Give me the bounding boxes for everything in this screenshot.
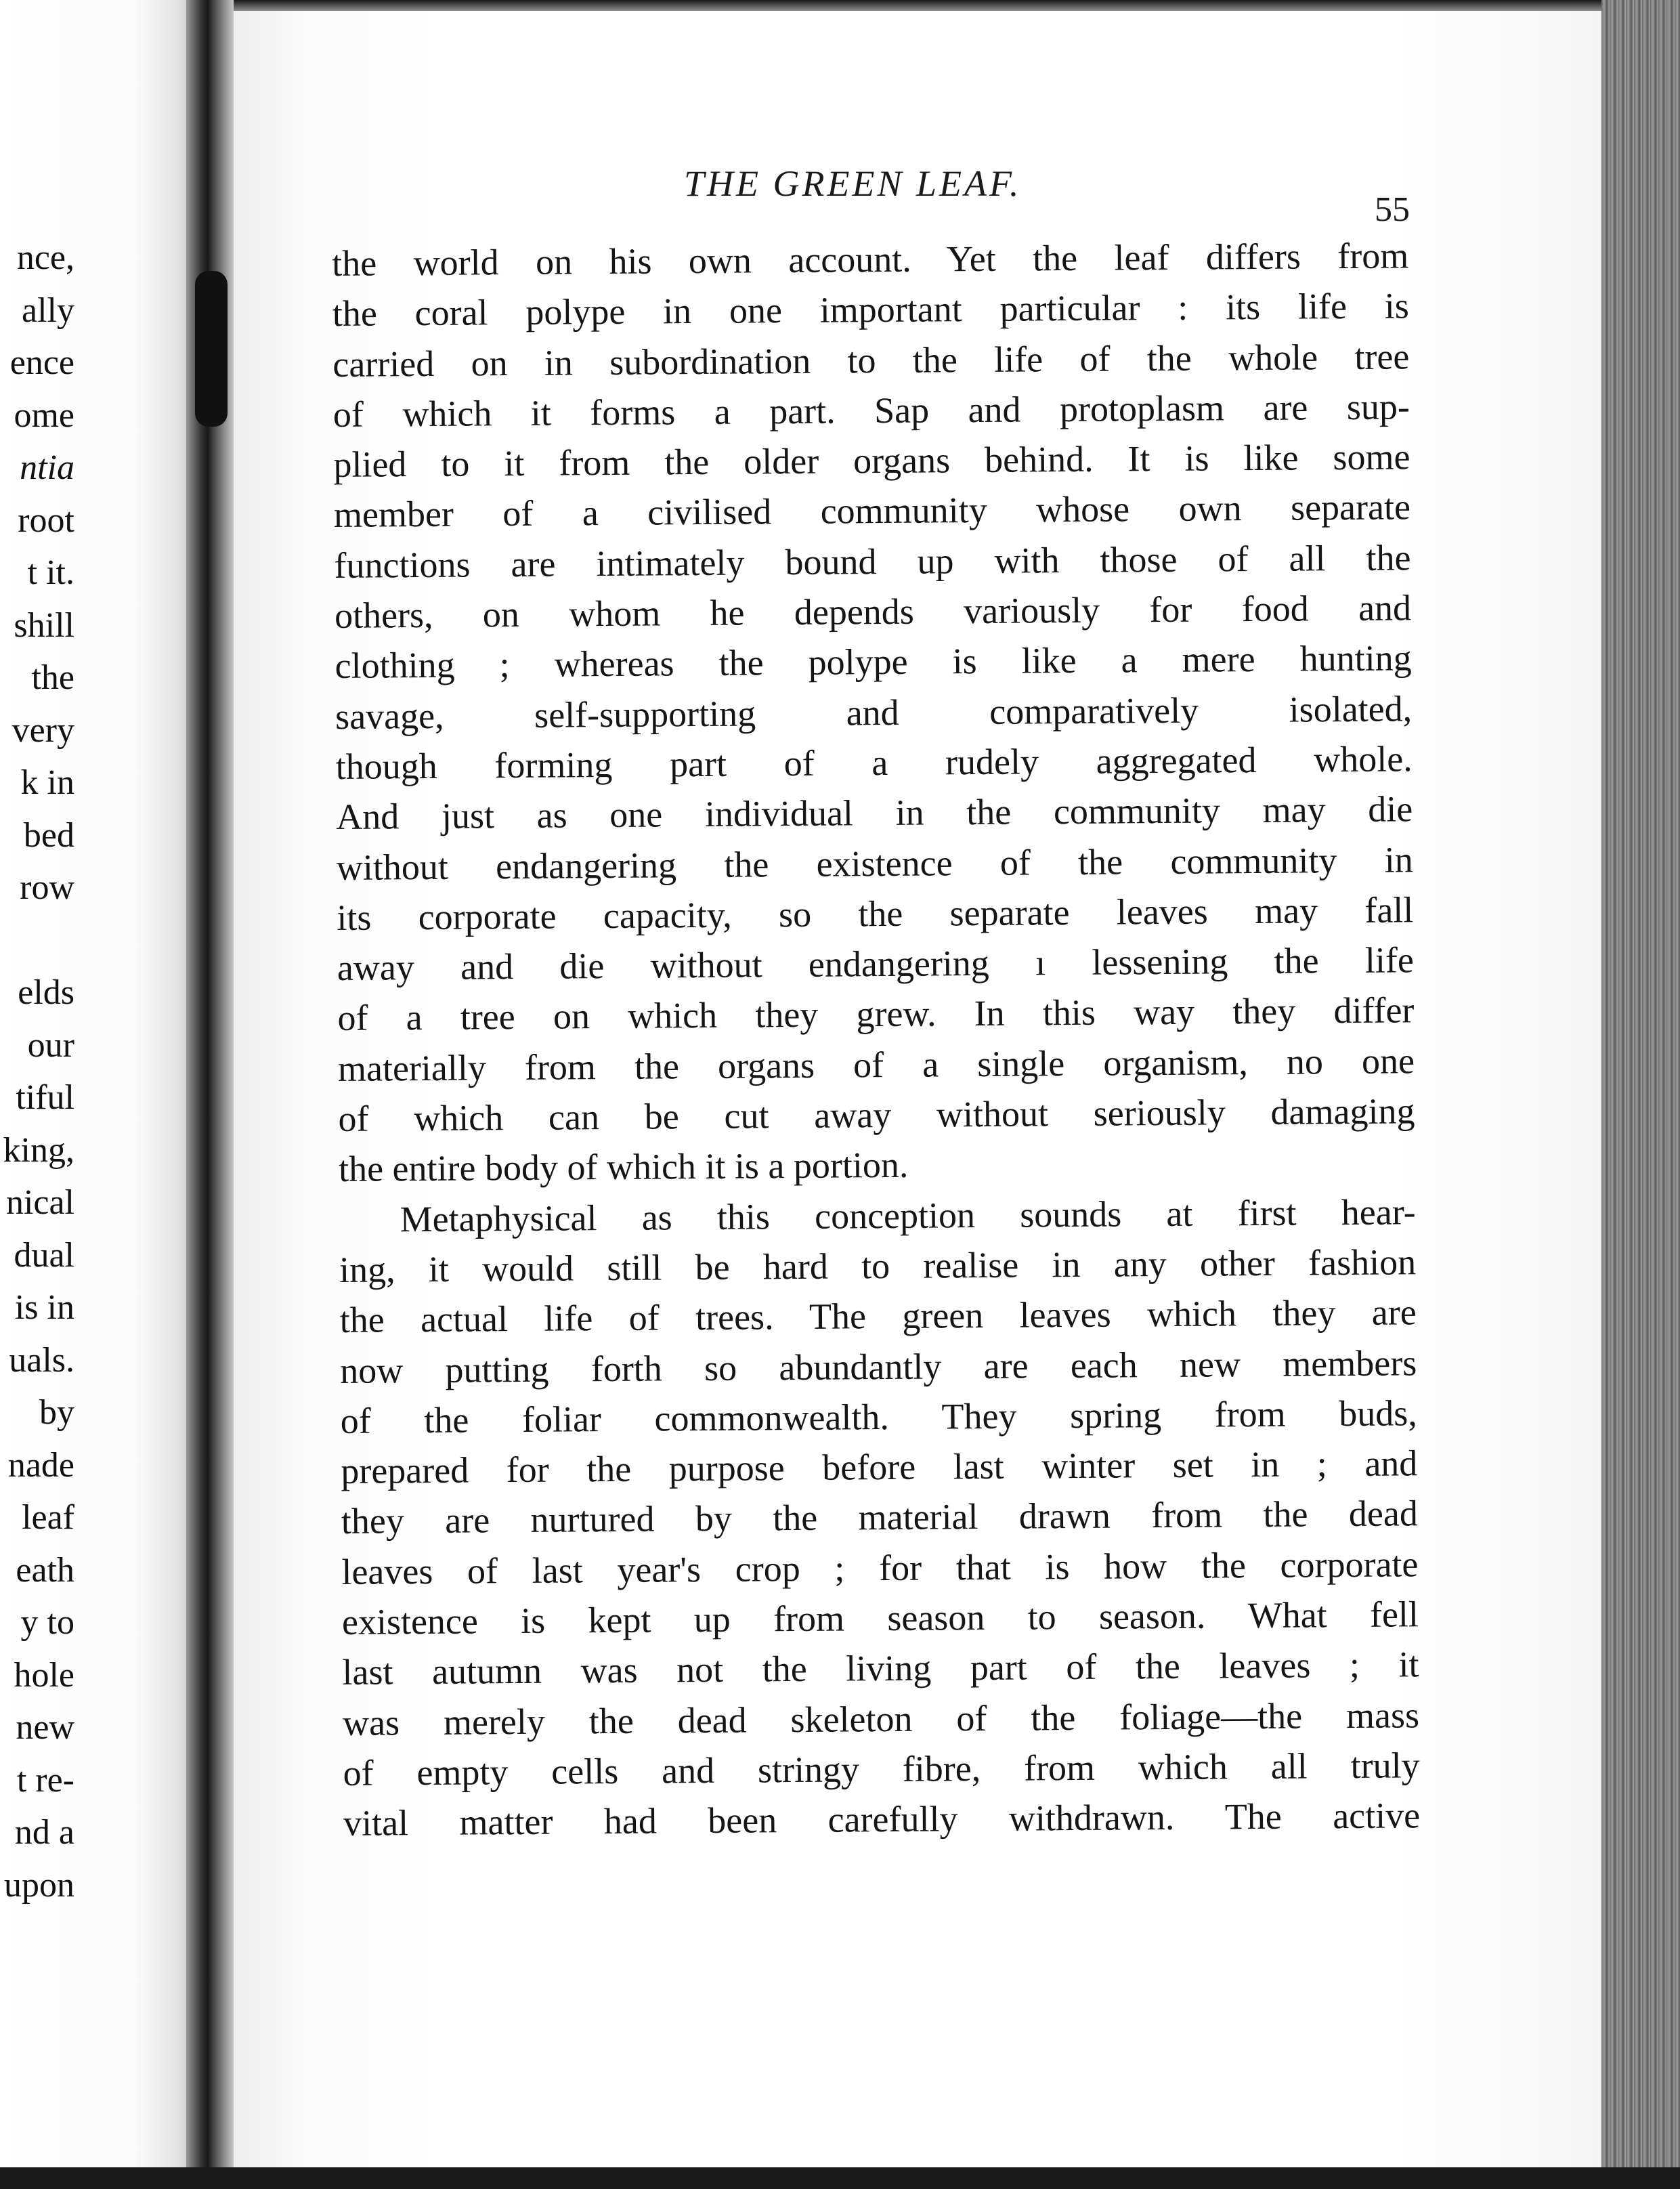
text-line: materially from the organs of a single organism, no one xyxy=(337,1040,1415,1089)
left-page-line-fragment: king, xyxy=(3,1130,74,1170)
text-line: they are nurtured by the material drawn from the dead xyxy=(341,1493,1419,1542)
left-page-line-fragment: t re- xyxy=(16,1760,74,1800)
left-page-line-fragment: ome xyxy=(14,396,74,435)
left-page-line-fragment: ally xyxy=(22,291,74,330)
running-head: THE GREEN LEAF. xyxy=(684,163,1022,204)
text-line: the actual life of trees. The green leaves which they are xyxy=(339,1292,1417,1341)
text-line: of a tree on which they grew. In this way they differ xyxy=(337,990,1415,1039)
text-line: its corporate capacity, so the separate leaves may fall xyxy=(337,889,1414,938)
left-page-line-fragment: t it. xyxy=(27,553,74,592)
page-number: 55 xyxy=(1375,190,1410,229)
text-line: of empty cells and stringy fibre, from which all truly xyxy=(343,1745,1420,1793)
left-page-line-fragment: is in xyxy=(14,1288,74,1327)
left-page-line-fragment: hole xyxy=(14,1655,74,1695)
text-line: though forming part of a rudely aggregated whole. xyxy=(335,738,1413,787)
text-line: existence is kept up from season to season. What fell xyxy=(341,1594,1419,1642)
left-page-line-fragment: nade xyxy=(7,1445,74,1485)
text-line: was merely the dead skeleton of the foliage—the mass xyxy=(342,1694,1420,1743)
text-line: clothing ; whereas the polype is like a mere hunting xyxy=(335,637,1412,687)
text-line: leaves of last year's crop ; for that is how the corporate xyxy=(341,1544,1419,1592)
text-line: member of a civilised community whose own separate xyxy=(333,486,1411,536)
text-line: Metaphysical as this conception sounds at first hear- xyxy=(400,1191,1416,1239)
text-line: without endangering the existence of the community in xyxy=(336,838,1413,888)
left-page-line-fragment: leaf xyxy=(22,1498,74,1537)
left-page-line-fragment: nd a xyxy=(14,1813,74,1852)
text-line: away and die without endangering ı lessening the life xyxy=(337,939,1415,989)
text-line: prepared for the purpose before last winter set in ; and xyxy=(341,1443,1418,1492)
text-line: carried on in subordination to the life of the whole tree xyxy=(332,335,1410,385)
text-line: others, on whom he depends variously for food and xyxy=(334,587,1412,637)
left-page-line-fragment: upon xyxy=(4,1865,74,1905)
left-page-line-fragment: the xyxy=(31,658,74,697)
left-page-line-fragment: nical xyxy=(5,1183,74,1222)
left-page xyxy=(0,0,196,2189)
left-page-line-fragment: y to xyxy=(20,1603,74,1642)
text-line: now putting forth so abundantly are each new members xyxy=(340,1342,1417,1391)
text-line: last autumn was not the living part of the leaves ; it xyxy=(342,1644,1419,1693)
left-page-line-fragment: very xyxy=(12,710,74,750)
book-top-edge xyxy=(234,0,1680,11)
left-page-line-fragment: uals. xyxy=(9,1340,74,1380)
scan-bottom-border xyxy=(0,2167,1680,2189)
text-line: of which can be cut away without seriously damaging xyxy=(338,1090,1415,1140)
text-line: the coral polype in one important particular : its life is xyxy=(332,285,1409,335)
left-page-line-fragment: nce, xyxy=(16,238,74,277)
text-line: the entire body of which it is a portion. xyxy=(338,1145,909,1190)
left-page-line-fragment: root xyxy=(18,501,74,540)
text-line: ing, it would still be hard to realise in any other fashion xyxy=(339,1241,1417,1290)
left-page-line-fragment: ntia xyxy=(20,448,74,487)
left-page-line-fragment: by xyxy=(39,1393,74,1432)
text-line: And just as one individual in the community may die xyxy=(336,788,1413,838)
text-line: functions are intimately bound up with those of all the xyxy=(334,537,1411,586)
left-page-line-fragment xyxy=(3,914,74,967)
text-line: of the foliar commonwealth. They spring from buds, xyxy=(340,1393,1417,1441)
gutter-shadow xyxy=(195,271,228,427)
text-line: vital matter had been carefully withdrawn. The active xyxy=(343,1795,1421,1844)
left-page-line-fragment: row xyxy=(20,868,74,907)
left-page-line-fragment: elds xyxy=(18,973,74,1012)
body-text xyxy=(332,230,1420,1848)
text-line: of which it forms a part. Sap and protoplasm are sup- xyxy=(332,386,1410,435)
left-page-line-fragment: shill xyxy=(14,605,74,645)
left-page-line-fragment: tiful xyxy=(16,1078,74,1117)
left-page-line-fragment: eath xyxy=(16,1550,74,1590)
text-line: the world on his own account. Yet the leaf differs from xyxy=(332,235,1409,284)
left-page-line-fragment: bed xyxy=(23,815,74,855)
left-page-line-fragment: new xyxy=(16,1708,74,1747)
page-edges xyxy=(1601,0,1680,2189)
left-page-line-fragment: our xyxy=(27,1025,74,1065)
left-page-text-fragments xyxy=(3,232,74,1911)
left-page-line-fragment: k in xyxy=(20,763,74,802)
left-page-line-fragment: ence xyxy=(9,343,74,382)
text-line: savage, self-supporting and comparatively isolated, xyxy=(335,687,1413,737)
text-line: plied to it from the older organs behind. It is like some xyxy=(333,436,1410,486)
left-page-line-fragment: dual xyxy=(14,1235,74,1275)
